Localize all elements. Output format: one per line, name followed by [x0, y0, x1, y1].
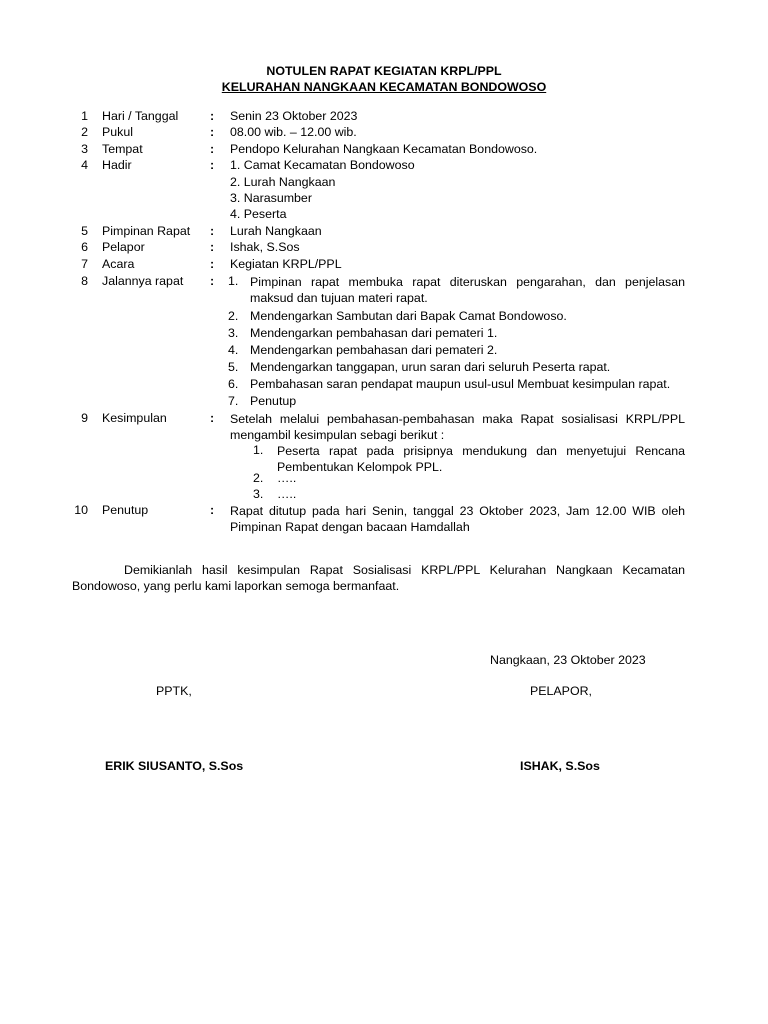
colon: : [210, 158, 215, 172]
attendee-item: 1. Camat Kecamatan Bondowoso [230, 158, 415, 172]
row-label-hari-tanggal: Hari / Tanggal [102, 109, 179, 123]
colon: : [210, 125, 215, 139]
row-label-jalannya-rapat: Jalannya rapat [102, 274, 184, 288]
conclusion-intro: Setelah melalui pembahasan-pembahasan maka Rapat sosialisasi KRPL/PPL mengambil kesimpulan sebagi berikut : [230, 412, 685, 442]
row-value-date: Senin 23 Oktober 2023 [230, 109, 358, 123]
list-item-number: 6. [228, 377, 239, 391]
attendee-item: 4. Peserta [230, 207, 287, 221]
row-number: 1 [81, 109, 88, 123]
list-item-number: 7. [228, 394, 239, 408]
proceedings-item: Mendengarkan pembahasan dari pemateri 2. [250, 343, 498, 357]
row-value-place: Pendopo Kelurahan Nangkaan Kecamatan Bondowoso. [230, 142, 538, 156]
row-number: 5 [81, 224, 88, 238]
row-label-penutup: Penutup [102, 503, 149, 517]
colon: : [210, 411, 215, 425]
row-value-agenda: Kegiatan KRPL/PPL [230, 257, 342, 271]
row-label-tempat: Tempat [102, 142, 143, 156]
list-item-number: 4. [228, 343, 239, 357]
row-number: 3 [81, 142, 88, 156]
conclusion-item: ….. [277, 471, 297, 485]
row-value-reporter: Ishak, S.Sos [230, 240, 300, 254]
attendee-item: 2. Lurah Nangkaan [230, 175, 336, 189]
list-item-number: 2. [228, 309, 239, 323]
colon: : [210, 142, 215, 156]
proceedings-item: Pimpinan rapat membuka rapat diteruskan pengarahan, dan penjelasan maksud dan tujuan materi rapat. [250, 275, 685, 305]
colon: : [210, 109, 215, 123]
row-value-chair: Lurah Nangkaan [230, 224, 322, 238]
row-number: 8 [81, 274, 88, 288]
list-item-number: 2. [253, 471, 264, 485]
signature-role-left: PPTK, [156, 684, 192, 698]
list-item-number: 1. [228, 274, 239, 288]
row-label-kesimpulan: Kesimpulan [102, 411, 167, 425]
list-item-number: 5. [228, 360, 239, 374]
colon: : [210, 274, 215, 288]
row-number: 6 [81, 240, 88, 254]
signature-name-right: ISHAK, S.Sos [520, 759, 600, 773]
place-date: Nangkaan, 23 Oktober 2023 [490, 653, 646, 667]
closing-statement: Rapat ditutup pada hari Senin, tanggal 23 Oktober 2023, Jam 12.00 WIB oleh Pimpinan Rapat dengan bacaan Hamdallah [230, 504, 685, 534]
colon: : [210, 224, 215, 238]
row-label-acara: Acara [102, 257, 135, 271]
row-label-pimpinan-rapat: Pimpinan Rapat [102, 224, 191, 238]
row-value-time: 08.00 wib. – 12.00 wib. [230, 125, 357, 139]
list-item-number: 1. [253, 443, 264, 457]
attendee-item: 3. Narasumber [230, 191, 312, 205]
conclusion-item: ….. [277, 487, 297, 501]
list-item-number: 3. [253, 487, 264, 501]
colon: : [210, 240, 215, 254]
signature-role-right: PELAPOR, [530, 684, 592, 698]
signature-name-left: ERIK SIUSANTO, S.Sos [105, 759, 244, 773]
row-number: 9 [81, 411, 88, 425]
proceedings-item: Mendengarkan Sambutan dari Bapak Camat Bondowoso. [250, 309, 567, 323]
row-label-hadir: Hadir [102, 158, 132, 172]
row-label-pukul: Pukul [102, 125, 133, 139]
document-title: NOTULEN RAPAT KEGIATAN KRPL/PPL [266, 64, 502, 78]
proceedings-item: Pembahasan saran pendapat maupun usul-usul Membuat kesimpulan rapat. [250, 377, 671, 391]
row-number: 10 [74, 503, 88, 517]
row-number: 7 [81, 257, 88, 271]
proceedings-item: Mendengarkan tanggapan, urun saran dari seluruh Peserta rapat. [250, 360, 611, 374]
closing-paragraph: Demikianlah hasil kesimpulan Rapat Sosialisasi KRPL/PPL Kelurahan Nangkaan Kecamatan Bondowoso, yang perlu kami laporkan semoga bermanfaat. [72, 563, 685, 593]
row-number: 4 [81, 158, 88, 172]
document-subtitle: KELURAHAN NANGKAAN KECAMATAN BONDOWOSO [221, 80, 547, 94]
conclusion-item: Peserta rapat pada prisipnya mendukung dan menyetujui Rencana Pembentukan Kelompok PPL. [277, 444, 685, 474]
row-label-pelapor: Pelapor [102, 240, 145, 254]
row-number: 2 [81, 125, 88, 139]
colon: : [210, 257, 215, 271]
proceedings-item: Mendengarkan pembahasan dari pemateri 1. [250, 326, 498, 340]
list-item-number: 3. [228, 326, 239, 340]
colon: : [210, 503, 215, 517]
proceedings-item: Penutup [250, 394, 297, 408]
